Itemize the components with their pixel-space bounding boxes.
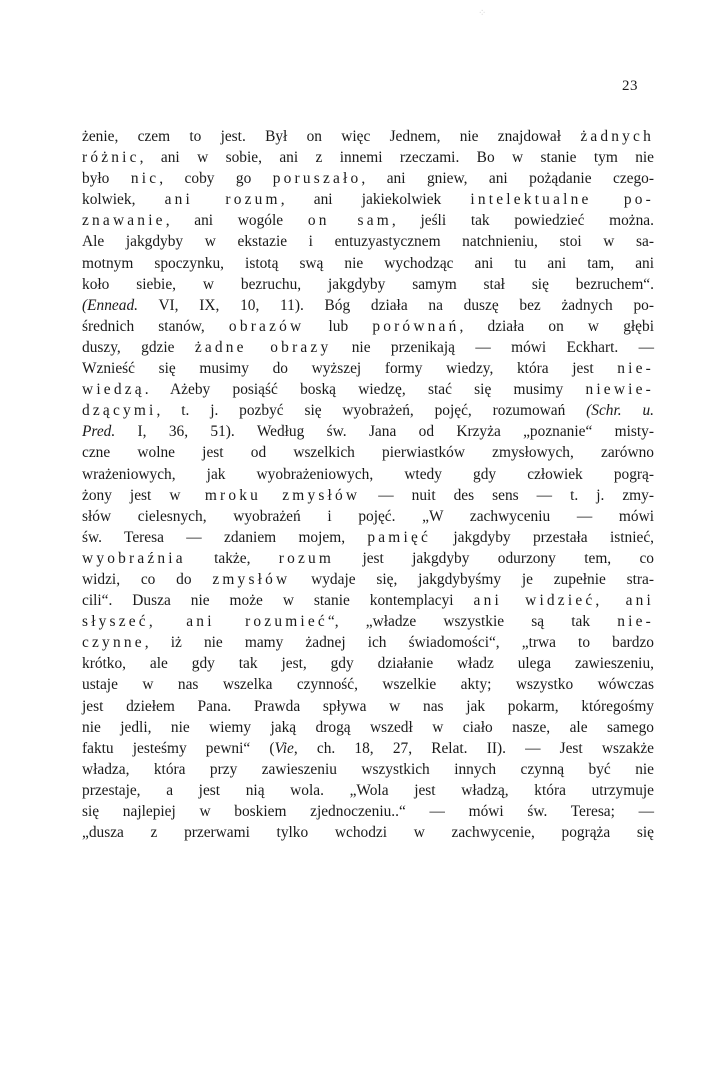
- text-run: Ale jakgdyby w ekstazie i entuzyastycznem natchnieniu, stoi w sa-: [82, 233, 654, 251]
- italic-citation: (Ennead.: [82, 296, 138, 314]
- text-run: duszy, gdzie: [82, 338, 195, 356]
- spaced-emphasis: on sam: [307, 212, 392, 230]
- italic-citation: Pred.: [82, 423, 116, 441]
- text-line: [82, 358, 654, 379]
- text-run: nie jedli, nie wiemy jaką drogą wszedł w ciało nasze, ale samego: [82, 718, 654, 736]
- text-line: [82, 696, 654, 717]
- text-line: [82, 189, 654, 210]
- text-line: [82, 421, 654, 442]
- text-line: [82, 274, 654, 295]
- text-run: lub: [304, 317, 373, 335]
- text-run: jest jakgdyby odurzony tem, co: [334, 549, 654, 567]
- text-line: [82, 316, 654, 337]
- text-run: widzi, co do: [82, 570, 213, 588]
- text-run: „dusza z przerwami tylko wchodzi w zachwycenie, pogrąża się: [82, 824, 654, 842]
- text-line: [82, 337, 654, 358]
- text-run: słów cielesnych, wyobrażeń i pojęć. „W zachwyceniu — mówi: [82, 507, 654, 525]
- text-run: motnym spoczynku, istotą swą nie wychodząc ani tu ani tam, ani: [82, 254, 654, 272]
- spaced-emphasis: w mroku zmysłów: [169, 486, 361, 504]
- spaced-emphasis: wyobraźnia: [82, 549, 186, 567]
- text-line: [82, 506, 654, 527]
- text-run: , ani gniew, ani pożądanie czego-: [361, 170, 654, 188]
- text-run: władza, która przy zawieszeniu wszystkich innych czynną być nie: [82, 760, 654, 778]
- text-run: wrażeniowych, jak wyobrażeniowych, wtedy gdy człowiek pogrą-: [82, 465, 654, 483]
- spaced-emphasis: znawanie: [82, 212, 166, 230]
- text-line: [82, 168, 654, 189]
- spaced-emphasis: niewie-: [585, 381, 654, 399]
- text-run: “, „władze wszystkie są tak: [327, 613, 618, 631]
- text-line: [82, 464, 654, 485]
- text-line: [82, 231, 654, 252]
- spaced-emphasis: poruszało: [272, 170, 362, 188]
- spaced-emphasis: czynne: [82, 634, 145, 652]
- text-line: [82, 147, 654, 168]
- text-line: [82, 759, 654, 780]
- text-run: średnich stanów,: [82, 317, 229, 335]
- text-run: , ani wogóle: [165, 212, 308, 230]
- spaced-emphasis: różnic: [82, 149, 140, 167]
- text-line: [82, 527, 654, 548]
- text-line: [82, 485, 654, 506]
- spaced-emphasis: dzącymi: [82, 402, 157, 420]
- text-run: — nuit des sens — t. j. zmy-: [360, 486, 654, 504]
- spaced-emphasis: żadne obrazy: [194, 338, 332, 356]
- text-run: , coby go: [159, 170, 273, 188]
- spaced-emphasis: słyszeć, ani rozumieć: [82, 613, 328, 631]
- spaced-emphasis: rozum: [278, 549, 335, 567]
- text-run: ustaje w nas wszelka czynność, wszelkie akty; wszystko wówczas: [82, 676, 654, 694]
- text-run: , ani jakiekolwiek: [280, 191, 471, 209]
- text-line: [82, 822, 654, 843]
- text-line: [82, 738, 654, 759]
- text-run: koło siebie, w bezruchu, jakgdyby samym stał się bezruchem“.: [82, 275, 654, 293]
- text-run: , działa on w głębi: [459, 317, 654, 335]
- text-line: [82, 611, 654, 632]
- text-run: żony jest: [82, 486, 170, 504]
- text-run: Wznieść się musimy do wyższej formy wiedzy, która jest: [82, 360, 618, 378]
- text-run: się najlepiej w boskiem zjednoczeniu..“ — mówi św. Teresa; —: [82, 803, 654, 820]
- text-line: [82, 801, 654, 822]
- text-line: [82, 569, 654, 590]
- spaced-emphasis: obrazów: [228, 317, 305, 335]
- text-line: [82, 548, 654, 569]
- text-run: , iż nie mamy żadnej ich świadomości“, „trwa to bardzo: [144, 634, 654, 652]
- text-run: jest dziełem Pana. Prawda spływa w nas jak pokarm, któregośmy: [82, 697, 654, 715]
- text-line: [82, 210, 654, 231]
- spaced-emphasis: żadnych: [580, 128, 654, 145]
- text-run: faktu jesteśmy pewni“ (: [82, 739, 275, 757]
- text-line: [82, 442, 654, 463]
- text-run: , jeśli tak powiedzieć można.: [391, 212, 654, 230]
- text-line: [82, 632, 654, 653]
- text-run: jakgdyby przestała istnieć,: [431, 528, 654, 546]
- text-line: [82, 126, 654, 147]
- text-run: cili“. Dusza nie może w stanie kontemplacyi: [82, 592, 474, 610]
- spaced-emphasis: pamięć: [367, 528, 432, 546]
- text-line: [82, 653, 654, 674]
- page-number: 23: [622, 78, 638, 94]
- spaced-emphasis: intelektualne po-: [470, 191, 655, 209]
- text-run: żenie, czem to jest. Był on więc Jednem, nie znajdował: [82, 128, 581, 145]
- body-text: [82, 126, 654, 843]
- text-line: [82, 400, 654, 421]
- text-run: nie przenikają — mówi Eckhart. —: [331, 338, 654, 356]
- spaced-emphasis: nic: [130, 170, 160, 188]
- text-run: było: [82, 170, 131, 188]
- text-line: [82, 253, 654, 274]
- text-run: I, 36, 51). Według św. Jana od Krzyża „poznanie“ misty-: [115, 423, 654, 441]
- spaced-emphasis: nie-: [617, 613, 654, 631]
- text-run: kolwiek,: [82, 191, 165, 209]
- text-run: św. Teresa — zdaniem mojem,: [82, 528, 368, 546]
- text-run: krótko, ale gdy tak jest, gdy działanie władz ulega zawieszeniu,: [82, 655, 654, 673]
- spaced-emphasis: nie-: [617, 360, 654, 378]
- text-line: [82, 379, 654, 400]
- spaced-emphasis: wiedzą: [82, 381, 145, 399]
- text-run: przestaje, a jest nią wola. „Wola jest władzą, która utrzymuje: [82, 781, 654, 799]
- text-run: , t. j. pozbyć się wyobrażeń, pojęć, rozumowań: [156, 402, 587, 420]
- spaced-emphasis: porównań: [372, 317, 460, 335]
- text-line: [82, 590, 654, 611]
- text-line: [82, 674, 654, 695]
- spaced-emphasis: ani rozum: [164, 191, 281, 209]
- italic-citation: Vie: [274, 739, 294, 757]
- text-run: czne wolne jest od wszelkich pierwiastków zmysłowych, zarówno: [82, 444, 654, 462]
- text-run: także,: [185, 549, 279, 567]
- text-run: , ch. 18, 27, Relat. II). — Jest wszakże: [293, 739, 654, 757]
- italic-citation: (Schr. u.: [586, 402, 655, 420]
- text-run: wydaje się, jakgdybyśmy je zupełnie stra-: [290, 570, 654, 588]
- text-run: , ani w sobie, ani z innemi rzeczami. Bo w stanie tym nie: [139, 149, 654, 167]
- text-line: [82, 295, 654, 316]
- ink-stain-marks: ⁘: [478, 8, 487, 19]
- text-line: [82, 780, 654, 801]
- text-run: . Ażeby posiąść boską wiedzę, stać się musimy: [144, 381, 586, 399]
- spaced-emphasis: ani widzieć, ani: [473, 592, 655, 610]
- text-run: VI, IX, 10, 11). Bóg działa na duszę bez żadnych po-: [138, 296, 654, 314]
- text-line: [82, 717, 654, 738]
- spaced-emphasis: zmysłów: [212, 570, 291, 588]
